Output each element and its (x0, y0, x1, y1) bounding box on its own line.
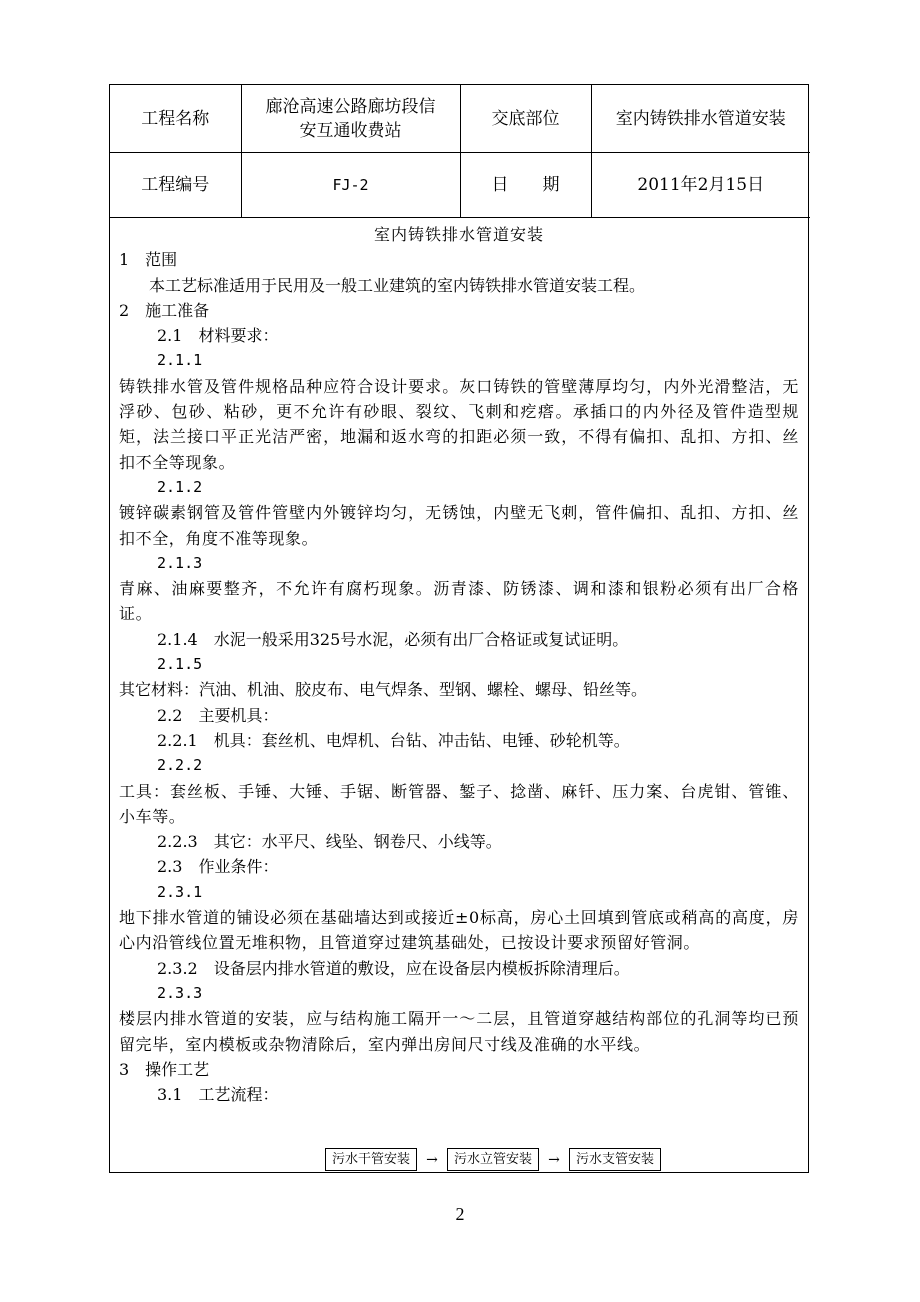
section-2-1-2-heading: 2.1.2 (157, 477, 203, 496)
section-2-3-1-text: 地下排水管道的铺设必须在基础墙达到或接近±0标高，房心土回填到管底或稍高的高度，房心内沿管线位置无堆积物，且管道穿过建筑基础处，已按设计要求预留好管洞。 (119, 908, 799, 953)
section-2-2-2-text: 工具：套丝板、手锤、大锤、手锯、断管器、錾子、捻凿、麻钎、压力案、台虎钳、管锥、小车等。 (119, 781, 799, 826)
project-name-label: 工程名称 (110, 85, 241, 153)
header-row-2 (110, 153, 810, 218)
section-1-heading: 1 范围 (119, 250, 178, 270)
section-2-1-heading: 2.1 材料要求： (157, 326, 279, 346)
section-2-2-heading: 2.2 主要机具： (157, 705, 279, 725)
section-2-3-3-heading: 2.3.3 (157, 983, 203, 1002)
project-no-value: FJ-2 (241, 153, 460, 218)
header-row-1 (110, 85, 810, 153)
section-2-1-2-text: 镀锌碳素钢管及管件管壁内外镀锌均匀，无锈蚀，内壁无飞刺，管件偏扣、乱扣、方扣、丝扣不全，角度不准等现象。 (119, 503, 799, 548)
section-2-2-2-heading: 2.2.2 (157, 756, 203, 775)
flow-arrow-icon: → (426, 1151, 438, 1168)
content-body (119, 222, 799, 1107)
section-2-3-heading: 2.3 作业条件： (157, 857, 279, 877)
project-no-label: 工程编号 (110, 153, 241, 218)
disclosure-part-value: 室内铸铁排水管道安装 (591, 85, 810, 153)
flow-step-sewage-main-pipe: 污水干管安装 (325, 1148, 417, 1171)
project-name-value (241, 85, 460, 153)
flow-step-sewage-riser-pipe: 污水立管安装 (447, 1148, 539, 1171)
flow-arrow-icon: → (548, 1151, 560, 1168)
section-2-2-3: 2.2.3 其它：水平尺、线坠、钢卷尺、小线等。 (157, 832, 502, 852)
section-2-3-3-text: 楼层内排水管道的安装，应与结构施工隔开一～二层，且管道穿越结构部位的孔洞等均已预留完毕，室内模板或杂物清除后，室内弹出房间尺寸线及准确的水平线。 (119, 1009, 799, 1054)
section-2-1-3-text: 青麻、油麻要整齐，不允许有腐朽现象。沥青漆、防锈漆、调和漆和银粉必须有出厂合格证。 (119, 579, 799, 624)
content-title: 室内铸铁排水管道安装 (373, 225, 544, 244)
section-2-1-3-heading: 2.1.3 (157, 553, 203, 572)
section-2-3-1-heading: 2.3.1 (157, 882, 203, 901)
disclosure-part-label: 交底部位 (460, 85, 591, 153)
section-2-1-5-heading: 2.1.5 (157, 655, 203, 674)
section-2-3-2: 2.3.2 设备层内排水管道的敷设，应在设备层内模板拆除清理后。 (157, 958, 630, 978)
page-number: 2 (455, 1204, 465, 1224)
section-2-heading: 2 施工准备 (119, 300, 210, 320)
date-value: 2011年2月15日 (591, 153, 810, 218)
section-2-1-1-heading: 2.1.1 (157, 351, 203, 370)
disclosure-sheet (109, 84, 809, 1173)
project-name-line-1: 廊沧高速公路廊坊段信 (265, 96, 436, 117)
section-2-1-5-text: 其它材料：汽油、机油、胶皮布、电气焊条、型钢、螺栓、螺母、铅丝等。 (119, 680, 648, 700)
section-2-1-4: 2.1.4 水泥一般采用325号水泥，必须有出厂合格证或复试证明。 (157, 629, 629, 649)
section-2-2-1: 2.2.1 机具：套丝机、电焊机、台钻、冲击钻、电锤、砂轮机等。 (157, 730, 630, 750)
flow-step-sewage-branch-pipe: 污水支管安装 (569, 1148, 661, 1171)
section-1-text: 本工艺标准适用于民用及一般工业建筑的室内铸铁排水管道安装工程。 (149, 275, 646, 295)
header-table (110, 85, 810, 218)
project-name-line-2: 安互通收费站 (299, 120, 402, 141)
section-3-heading: 3 操作工艺 (119, 1059, 210, 1079)
process-flow (325, 1148, 661, 1171)
date-label: 日 期 (460, 153, 591, 218)
section-3-1-heading: 3.1 工艺流程： (157, 1085, 279, 1105)
section-2-1-1-text: 铸铁排水管及管件规格品种应符合设计要求。灰口铸铁的管壁薄厚均匀，内外光滑整洁，无浮砂、包砂、粘砂，更不允许有砂眼、裂纹、飞刺和疙瘩。承插口的内外径及管件造型规矩，法兰接口平正光洁严密，地漏和返水弯的扣距必须一致，不得有偏扣、乱扣、方扣、丝扣不全等现象。 (119, 376, 799, 472)
